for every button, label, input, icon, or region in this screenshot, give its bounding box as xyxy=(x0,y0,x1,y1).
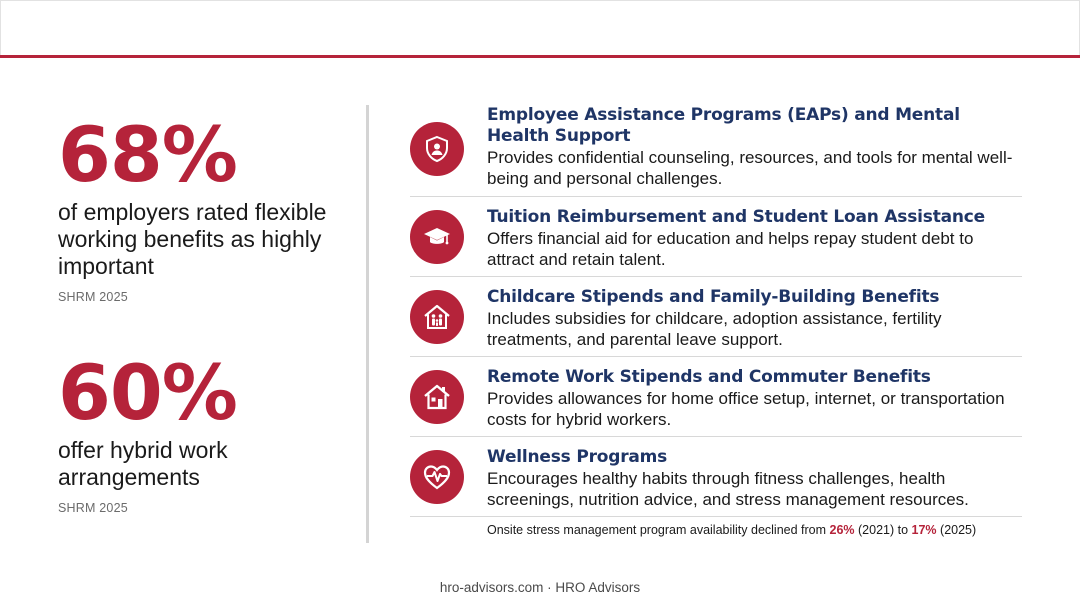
stat-source: SHRM 2025 xyxy=(58,290,128,304)
stat-value: 68% xyxy=(58,110,237,199)
note-prefix: Onsite stress management program availability declined from xyxy=(487,523,830,537)
benefit-description: Offers financial aid for education and helps repay student debt to attract and retain talent. xyxy=(487,229,974,269)
benefit-title: Employee Assistance Programs (EAPs) and Mental Health Support xyxy=(487,105,960,146)
benefit-item-remote-work xyxy=(410,357,1022,437)
top-bar xyxy=(0,0,1080,57)
benefit-description: Provides allowances for home office setup, internet, or transportation costs for hybrid workers. xyxy=(487,389,1005,429)
graduation-cap-icon xyxy=(410,210,464,264)
benefit-title: Wellness Programs xyxy=(487,447,668,467)
benefit-item-eap xyxy=(410,105,1022,197)
benefits-list xyxy=(410,105,1022,517)
note-value-2021: 26% xyxy=(829,523,855,537)
benefit-description: Includes subsidies for childcare, adoption assistance, fertility treatments, and parental leave support. xyxy=(487,309,942,349)
heart-pulse-icon xyxy=(410,450,464,504)
stat-description: of employers rated flexible working benefits as highly important xyxy=(58,199,327,279)
benefit-item-wellness xyxy=(410,437,1022,517)
family-home-icon xyxy=(410,290,464,344)
stat-description: offer hybrid work arrangements xyxy=(58,437,228,490)
note-suffix: (2025) xyxy=(936,523,977,537)
note-value-2025: 17% xyxy=(911,523,937,537)
benefit-item-tuition xyxy=(410,197,1022,277)
benefit-item-childcare xyxy=(410,277,1022,357)
benefit-description: Encourages healthy habits through fitness challenges, health screenings, nutrition advice, and stress management resources. xyxy=(487,469,969,509)
stat-source: SHRM 2025 xyxy=(58,501,128,515)
benefit-description: Provides confidential counseling, resources, and tools for mental well-being and personal challenges. xyxy=(487,148,1013,188)
benefit-title: Childcare Stipends and Family-Building Benefits xyxy=(487,287,940,307)
house-icon xyxy=(410,370,464,424)
shield-person-icon xyxy=(410,122,464,176)
top-bar-rule xyxy=(0,55,1080,58)
benefit-title: Tuition Reimbursement and Student Loan Assistance xyxy=(487,207,986,227)
stat-block-flexible xyxy=(58,110,333,304)
vertical-divider xyxy=(366,105,369,543)
benefit-title: Remote Work Stipends and Commuter Benefits xyxy=(487,367,931,387)
stat-block-hybrid xyxy=(58,348,278,515)
stress-program-note xyxy=(487,523,976,537)
footer-text: hro-advisors.com · HRO Advisors xyxy=(439,580,641,595)
note-middle: (2021) to xyxy=(854,523,912,537)
stat-value: 60% xyxy=(58,348,237,437)
